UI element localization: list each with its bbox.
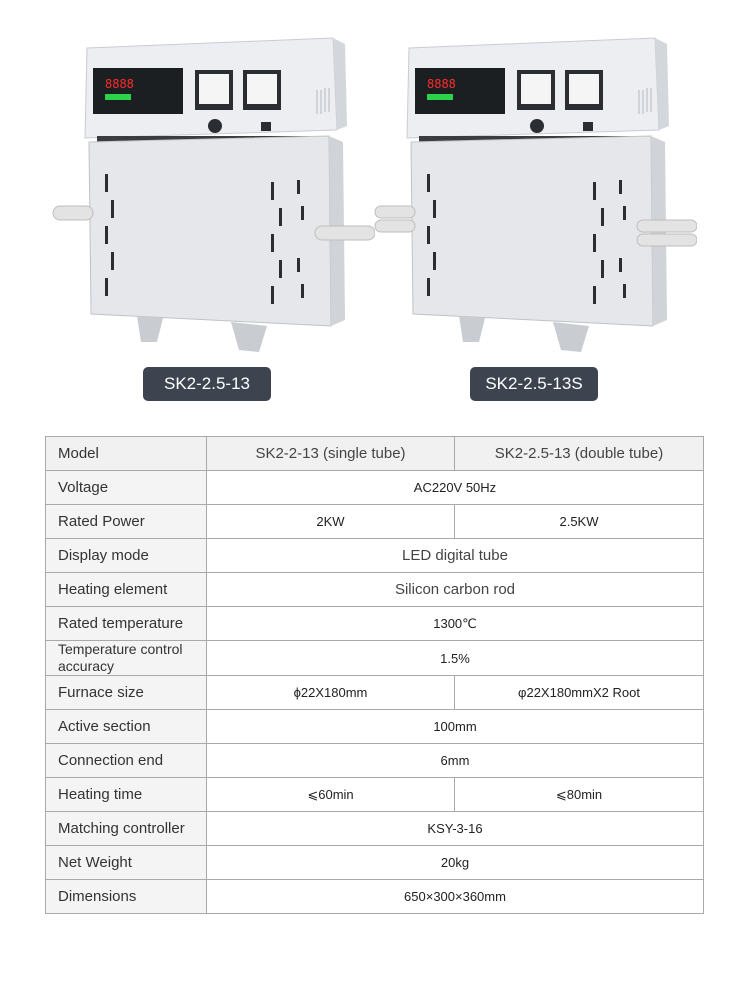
- row-label: Active section: [46, 710, 207, 744]
- row-value-single: 2KW: [207, 505, 455, 539]
- table-row: [46, 710, 704, 744]
- row-value-double: 2.5KW: [455, 505, 704, 539]
- row-value: 20kg: [207, 846, 704, 880]
- row-label: Voltage: [46, 471, 207, 505]
- table-header-row: [46, 437, 704, 471]
- table-row: [46, 744, 704, 778]
- table-row: [46, 812, 704, 846]
- row-value: Silicon carbon rod: [207, 573, 704, 607]
- furnace-image-single-tube: [45, 30, 375, 370]
- row-value: KSY-3-16: [207, 812, 704, 846]
- table-row: [46, 846, 704, 880]
- row-value: 100mm: [207, 710, 704, 744]
- furnace-image-double-tube: [367, 30, 697, 370]
- row-value-double: ⩽80min: [455, 778, 704, 812]
- row-label: [46, 641, 207, 676]
- row-value: 1300℃: [207, 607, 704, 641]
- row-value: 1.5%: [207, 641, 704, 676]
- header-col-double-tube: SK2-2.5-13 (double tube): [455, 437, 704, 471]
- table-row: [46, 676, 704, 710]
- row-value: 6mm: [207, 744, 704, 778]
- table-row: [46, 573, 704, 607]
- table-row: [46, 778, 704, 812]
- model-label: SK2-2.5-13: [143, 367, 271, 401]
- row-label: Rated Power: [46, 505, 207, 539]
- row-label: Rated temperature: [46, 607, 207, 641]
- header-label: Model: [46, 437, 207, 471]
- row-value-single: ϕ22X180mm: [207, 676, 455, 710]
- row-value: AC220V 50Hz: [207, 471, 704, 505]
- row-label: Matching controller: [46, 812, 207, 846]
- table-row: [46, 607, 704, 641]
- row-label: Heating element: [46, 573, 207, 607]
- row-value: 650×300×360mm: [207, 880, 704, 914]
- table-row: [46, 641, 704, 676]
- row-label: Furnace size: [46, 676, 207, 710]
- row-value-single: ⩽60min: [207, 778, 455, 812]
- row-label: Connection end: [46, 744, 207, 778]
- svg-text:8888: 8888: [427, 77, 456, 91]
- product-images: [0, 0, 750, 420]
- table-row: [46, 505, 704, 539]
- svg-text:8888: 8888: [105, 77, 134, 91]
- model-label: SK2-2.5-13S: [470, 367, 598, 401]
- row-label: Heating time: [46, 778, 207, 812]
- spec-table: [45, 436, 704, 914]
- row-label: Display mode: [46, 539, 207, 573]
- table-row: [46, 539, 704, 573]
- row-label-text: Temperature control accuracy: [58, 641, 183, 674]
- table-row: [46, 471, 704, 505]
- row-value-double: φ22X180mmX2 Root: [455, 676, 704, 710]
- row-label: Net Weight: [46, 846, 207, 880]
- row-label: Dimensions: [46, 880, 207, 914]
- table-row: [46, 880, 704, 914]
- header-col-single-tube: SK2-2-13 (single tube): [207, 437, 455, 471]
- row-value: LED digital tube: [207, 539, 704, 573]
